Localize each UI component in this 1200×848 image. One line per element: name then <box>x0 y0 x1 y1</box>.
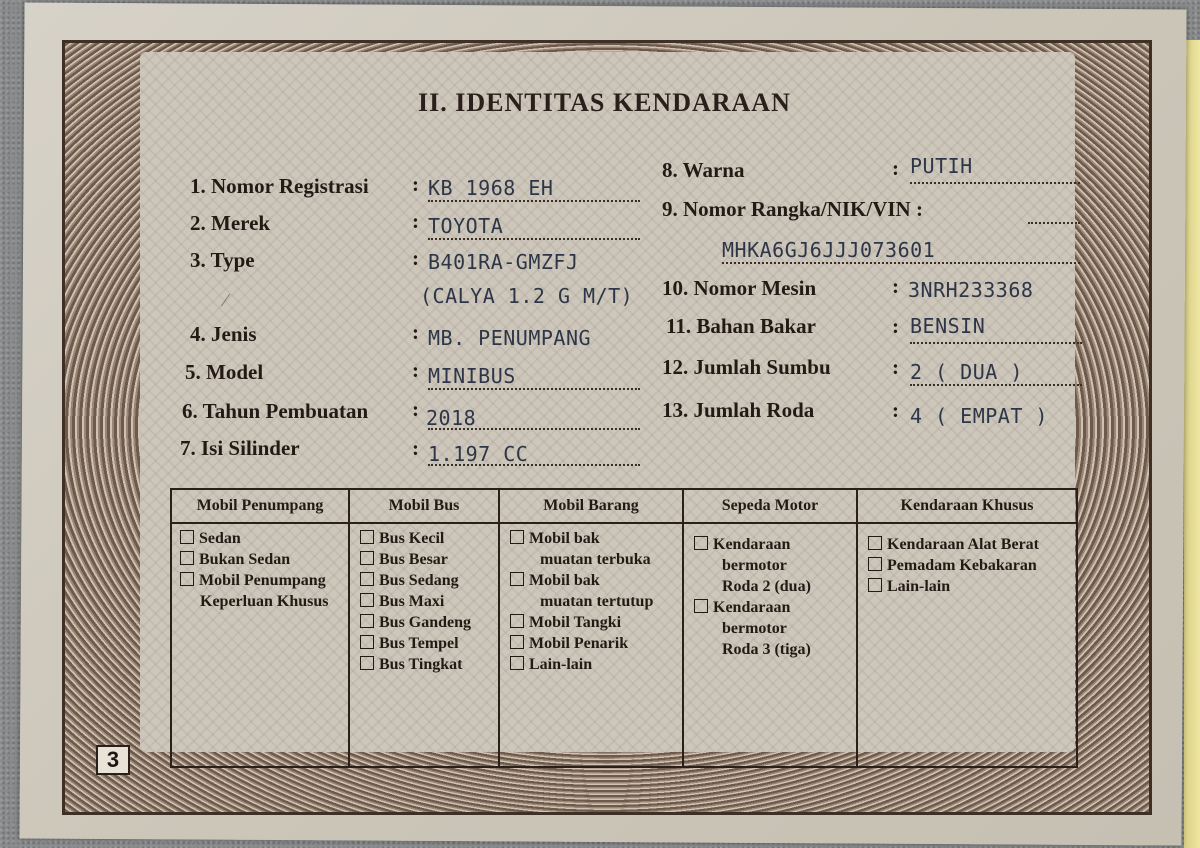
column-header: Mobil Barang <box>500 490 682 524</box>
category-column-sepeda-motor <box>684 490 858 766</box>
option-continuation: Roda 2 (dua) <box>722 578 811 595</box>
colon: : <box>892 156 899 180</box>
checkbox-icon <box>868 557 882 571</box>
adjacent-page-edge <box>1184 40 1200 848</box>
checkbox-icon <box>510 656 524 670</box>
category-column-mobil-barang <box>500 490 684 766</box>
dotted-line <box>910 382 1082 386</box>
option-mobil-bak-terbuka[interactable]: Mobil bak <box>510 528 653 549</box>
value-type-detail: (CALYA 1.2 G M/T) <box>420 284 634 308</box>
value-isi-silinder: 1.197 CC <box>428 442 529 466</box>
colon: : <box>412 172 419 196</box>
checkbox-icon <box>360 572 374 586</box>
checkbox-icon <box>360 635 374 649</box>
category-column-mobil-penumpang <box>172 490 350 766</box>
option-bus-kecil[interactable]: Bus Kecil <box>360 528 471 549</box>
option-list <box>180 528 328 612</box>
label-warna: 8. Warna <box>662 158 745 182</box>
option-roda-2[interactable]: Kendaraan <box>694 534 811 555</box>
value-model: MINIBUS <box>428 364 516 388</box>
label-jumlah-roda: 13. Jumlah Roda <box>662 398 815 422</box>
colon: : <box>892 274 899 298</box>
value-merek: TOYOTA <box>428 214 504 238</box>
column-header: Mobil Penumpang <box>172 490 348 524</box>
value-jumlah-sumbu: 2 ( DUA ) <box>910 360 1023 384</box>
colon: : <box>412 358 419 382</box>
dotted-line <box>428 386 640 390</box>
category-column-kendaraan-khusus <box>858 490 1076 766</box>
colon: : <box>412 320 419 344</box>
dotted-line <box>910 180 1080 184</box>
option-roda-3[interactable]: Kendaraan <box>694 597 811 618</box>
checkbox-icon <box>694 536 708 550</box>
option-sedan[interactable]: Sedan <box>180 528 328 549</box>
value-bahan-bakar: BENSIN <box>910 314 986 338</box>
dotted-line <box>910 340 1082 344</box>
label-model: 5. Model <box>185 360 264 384</box>
checkbox-icon <box>360 614 374 628</box>
dotted-line <box>428 198 640 202</box>
page-title: II. IDENTITAS KENDARAAN <box>418 88 791 117</box>
dotted-line <box>428 462 640 466</box>
option-continuation: muatan tertutup <box>540 593 654 610</box>
value-nomor-mesin: 3NRH233368 <box>908 278 1034 302</box>
option-pemadam-kebakaran[interactable]: Pemadam Kebakaran <box>868 555 1039 576</box>
checkbox-icon <box>694 599 708 613</box>
option-list <box>694 534 811 660</box>
checkbox-icon <box>360 551 374 565</box>
value-jumlah-roda: 4 ( EMPAT ) <box>910 404 1048 428</box>
option-bus-tempel[interactable]: Bus Tempel <box>360 633 471 654</box>
checkbox-icon <box>510 572 524 586</box>
page-number: 3 <box>96 745 130 775</box>
option-bukan-sedan[interactable]: Bukan Sedan <box>180 549 328 570</box>
option-list <box>510 528 653 675</box>
column-header: Kendaraan Khusus <box>858 490 1076 524</box>
checkbox-icon <box>180 572 194 586</box>
colon: : <box>892 398 899 422</box>
option-list <box>360 528 471 675</box>
pen-mark: ⁄ <box>224 290 228 310</box>
dotted-line <box>428 236 640 240</box>
colon: : <box>892 314 899 338</box>
checkbox-icon <box>510 530 524 544</box>
checkbox-icon <box>510 614 524 628</box>
option-mobil-tangki[interactable]: Mobil Tangki <box>510 612 653 633</box>
option-bus-besar[interactable]: Bus Besar <box>360 549 471 570</box>
value-jenis: MB. PENUMPANG <box>428 326 592 350</box>
checkbox-icon <box>360 656 374 670</box>
option-lain-lain[interactable]: Lain-lain <box>868 576 1039 597</box>
option-mobil-bak-tertutup[interactable]: Mobil bak <box>510 570 653 591</box>
label-isi-silinder: 7. Isi Silinder <box>180 436 300 460</box>
vehicle-category-table <box>170 488 1078 768</box>
option-bus-gandeng[interactable]: Bus Gandeng <box>360 612 471 633</box>
option-bus-maxi[interactable]: Bus Maxi <box>360 591 471 612</box>
value-warna: PUTIH <box>910 154 973 178</box>
checkbox-icon <box>360 530 374 544</box>
column-header: Mobil Bus <box>350 490 498 524</box>
option-continuation: Keperluan Khusus <box>200 593 329 610</box>
option-bus-sedang[interactable]: Bus Sedang <box>360 570 471 591</box>
value-nomor-rangka: MHKA6GJ6JJJ073601 <box>722 238 936 262</box>
colon: : <box>412 209 419 233</box>
option-bus-tingkat[interactable]: Bus Tingkat <box>360 654 471 675</box>
colon: : <box>412 397 419 421</box>
label-jenis: 4. Jenis <box>190 322 257 346</box>
checkbox-icon <box>180 551 194 565</box>
value-tahun-pembuatan: 2018 <box>426 406 477 430</box>
value-nomor-registrasi: KB 1968 EH <box>428 176 554 200</box>
label-nomor-mesin: 10. Nomor Mesin <box>662 276 817 300</box>
dotted-line <box>428 426 640 430</box>
option-continuation: bermotor <box>722 557 787 574</box>
colon: : <box>412 436 419 460</box>
dotted-line <box>722 260 1080 264</box>
option-continuation: bermotor <box>722 620 787 637</box>
option-continuation: Roda 3 (tiga) <box>722 641 811 658</box>
label-nomor-registrasi: 1. Nomor Registrasi <box>190 174 369 198</box>
option-continuation: muatan terbuka <box>540 551 651 568</box>
checkbox-icon <box>868 578 882 592</box>
column-header: Sepeda Motor <box>684 490 856 524</box>
label-tahun-pembuatan: 6. Tahun Pembuatan <box>182 399 369 423</box>
option-alat-berat[interactable]: Kendaraan Alat Berat <box>868 534 1039 555</box>
checkbox-icon <box>180 530 194 544</box>
checkbox-icon <box>868 536 882 550</box>
checkbox-icon <box>360 593 374 607</box>
value-type: B401RA-GMZFJ <box>428 250 579 274</box>
option-mobil-penumpang[interactable]: Mobil Penumpang <box>180 570 328 591</box>
option-mobil-penarik[interactable]: Mobil Penarik <box>510 633 653 654</box>
checkbox-icon <box>510 635 524 649</box>
dotted-line <box>1028 220 1080 224</box>
colon: : <box>892 355 899 379</box>
label-type: 3. Type <box>190 248 255 272</box>
label-merek: 2. Merek <box>190 211 271 235</box>
option-lain-lain[interactable]: Lain-lain <box>510 654 653 675</box>
category-column-mobil-bus <box>350 490 500 766</box>
label-nomor-rangka: 9. Nomor Rangka/NIK/VIN : <box>662 197 923 221</box>
option-list <box>868 534 1039 597</box>
colon: : <box>412 246 419 270</box>
label-bahan-bakar: 11. Bahan Bakar <box>666 314 816 338</box>
label-jumlah-sumbu: 12. Jumlah Sumbu <box>662 355 831 379</box>
